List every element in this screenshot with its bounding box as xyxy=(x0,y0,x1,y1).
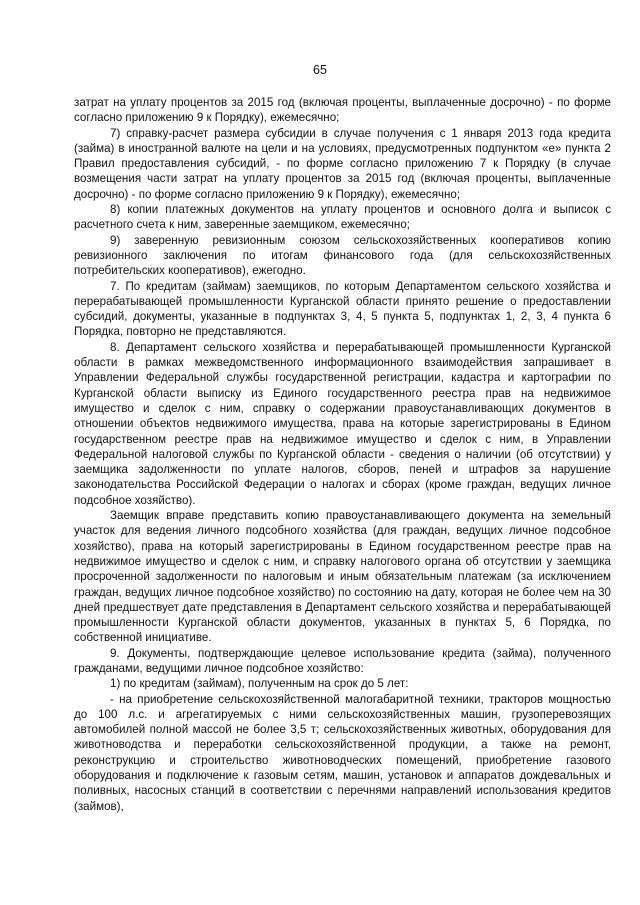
paragraph: 8) копии платежных документов на уплату процентов и основного долга и выписок с расчетного счета к ним, заверенные заемщиком, ежемесячно; xyxy=(74,203,611,232)
paragraph: 9) заверенную ревизионным союзом сельскохозяйственных кооперативов копию ревизионного заключения по итогам финансового года (для сельскохозяйственных потребительских кооперативов), ежегодно. xyxy=(74,233,611,278)
paragraph: 1) по кредитам (займам), полученным на срок до 5 лет: xyxy=(110,677,409,691)
document-body xyxy=(74,95,611,814)
paragraph: 7) справку-расчет размера субсидии в случае получения с 1 января 2013 года кредита (займа) в иностранной валюте на цели и на условиях, предусмотренных подпунктом «е» пункта 2 Правил предоставления субсидий, - по форме согласно приложению 7 к Порядку (в случае возмещения части затрат на уплату процентов за 2015 год (включая проценты, выплаченные досрочно) - по форме согласно приложению 9 к Порядку), ежемесячно; xyxy=(74,126,611,201)
paragraph: Заемщик вправе представить копию правоустанавливающего документа на земельный участок для ведения личного подсобного хозяйства (для граждан, ведущих личное подсобное хозяйство), права на который зарегистрированы в Едином государственном реестре прав на недвижимое имущество и сделок с ним, и справку налогового органа об отсутствии у заемщика просроченной задолженности по налоговым и иным обязательным платежам (за исключением граждан, ведущих личное подсобное хозяйство) по состоянию на дату, которая не более чем на 30 дней предшествует дате представления в Департамент сельского хозяйства и перерабатывающей промышленности Курганской области документов, указанных в пунктах 5, 6 Порядка, по собственной инициативе. xyxy=(74,509,611,645)
paragraph: затрат на уплату процентов за 2015 год (включая проценты, выплаченные досрочно) - по форме согласно приложению 9 к Порядку), ежемесячно; xyxy=(74,96,611,125)
page-number: 65 xyxy=(313,63,327,77)
paragraph: 9. Документы, подтверждающие целевое использование кредита (займа), полученного гражданами, ведущими личное подсобное хозяйство: xyxy=(74,646,611,675)
paragraph: 7. По кредитам (займам) заемщиков, по которым Департаментом сельского хозяйства и перерабатывающей промышленности Курганской области принято решение о предоставлении субсидий, документы, указанные в подпунктах 3, 4, 5 пункта 5, подпунктах 1, 2, 3, 4 пункта 6 Порядка, повторно не представляются. xyxy=(74,279,611,339)
paragraph: - на приобретение сельскохозяйственной малогабаритной техники, тракторов мощностью до 100 л.с. и агрегатируемых с ними сельскохозяйственных машин, грузоперевозящих автомобилей полной массой не более 3,5 т; сельскохозяйственных животных, оборудования для животноводства и переработки сельскохозяйственной продукции, а также на ремонт, реконструкцию и строительство животноводческих помещений, приобретение газового оборудования и подключение к газовым сетям, машин, установок и аппаратов дождевальных и поливных, насосных станций в соответствии с перечнями направлений использования кредитов (займов), xyxy=(74,692,611,813)
paragraph: 8. Департамент сельского хозяйства и перерабатывающей промышленности Курганской области в рамках межведомственного информационного взаимодействия запрашивает в Управлении Федеральной службы государственной регистрации, кадастра и картографии по Курганской области выписку из Единого государственного реестра прав на недвижимое имущество и сделок с ним, справку о содержании правоустанавливающих документов в отношении объектов недвижимого имущества, права на которые зарегистрированы в Едином государственном реестре прав на недвижимое имущество и сделок с ним, в Управлении Федеральной налоговой службы по Курганской области - сведения о наличии (об отсутствии) у заемщика задолженности по уплате налогов, сборов, пеней и штрафов за нарушение законодательства Российской Федерации о налогах и сборах (кроме граждан, ведущих личное подсобное хозяйство). xyxy=(74,340,611,507)
